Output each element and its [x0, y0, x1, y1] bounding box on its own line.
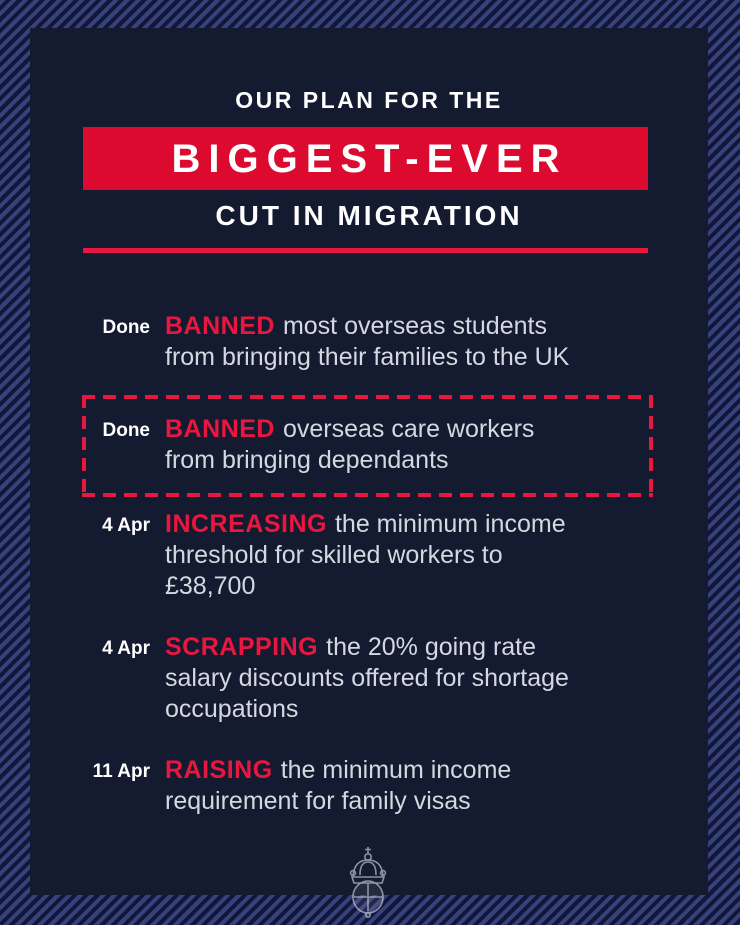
- item-line: from bringing dependants: [165, 446, 449, 474]
- item-line: from bringing their families to the UK: [165, 343, 570, 371]
- item-status-label: Done: [102, 420, 150, 441]
- item-keyword: INCREASING: [165, 510, 327, 538]
- poster-panel: [30, 28, 708, 895]
- item-status-label: Done: [102, 317, 150, 338]
- item-line: the minimum income: [280, 756, 512, 784]
- banner: [83, 127, 648, 190]
- item-text: [165, 414, 653, 476]
- item-keyword: RAISING: [165, 756, 273, 784]
- item-line: requirement for family visas: [165, 787, 471, 815]
- item-line: overseas care workers: [282, 415, 535, 443]
- list-item: [82, 509, 708, 602]
- item-line: salary discounts offered for shortage: [165, 664, 569, 692]
- subtitle: CUT IN MIGRATION: [215, 200, 523, 231]
- item-text: [165, 311, 657, 373]
- item-text: [165, 509, 657, 602]
- list-item: [82, 755, 708, 817]
- item-keyword: SCRAPPING: [165, 633, 319, 661]
- list-item: [82, 311, 708, 373]
- item-text: [165, 632, 657, 725]
- kicker-title: OUR PLAN FOR THE: [235, 87, 503, 113]
- item-line: threshold for skilled workers to: [165, 541, 503, 569]
- item-keyword: BANNED: [165, 415, 275, 443]
- item-line: £38,700: [165, 572, 256, 600]
- item-line: most overseas students: [282, 312, 547, 340]
- item-date-label: 4 Apr: [102, 638, 150, 659]
- item-line: occupations: [165, 695, 299, 723]
- item-date-label: 4 Apr: [102, 515, 150, 536]
- item-line: the minimum income: [334, 510, 566, 538]
- red-divider: [83, 248, 648, 253]
- list-item: [82, 632, 708, 725]
- list-item-highlighted: [82, 395, 653, 497]
- item-date-label: 11 Apr: [92, 761, 150, 782]
- item-line: the 20% going rate: [326, 633, 537, 661]
- banner-title: BIGGEST-EVER: [171, 136, 568, 181]
- royal-crest-icon: [345, 846, 391, 923]
- item-keyword: BANNED: [165, 312, 275, 340]
- policy-list: [30, 311, 708, 817]
- item-text: [165, 755, 657, 817]
